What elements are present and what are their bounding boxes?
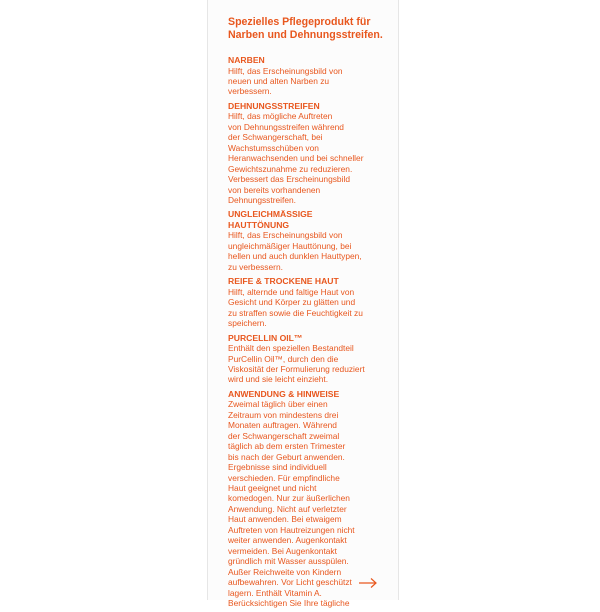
section-text: Zweimal täglich über einen Zeitraum von mindestens drei Monaten auftragen. Während der Schwangerschaft zweimal täglich ab dem ersten Trimester bis nach der Geburt anwenden. Ergebnisse sind individuell verschieden. Für empfindliche Haut geeignet und nicht komedogen. Nur zur äußerlichen Anwendung. Nicht auf verletzter Haut anwenden. Bei etwaigem Auftreten von Hautreizungen nicht weiter anwenden. Augenkontakt vermeiden. Bei Augenkontakt gründlich mit Wasser ausspülen. Außer Reichweite von Kindern aufbewahren. Vor Licht geschützt lagern. Enthält Vitamin A. Berücksichtigen Sie Ihre tägliche — [228, 399, 355, 608]
section-dehnungsstreifen — [228, 101, 398, 206]
section-heading: ANWENDUNG & HINWEISE — [228, 388, 340, 399]
product-panel — [207, 0, 399, 608]
section-text: Hilft, das mögliche Auftreten von Dehnungsstreifen während der Schwangerschaft, bei Wachstumsschüben von Heranwachsenden und bei schneller Gewichtszunahme zu reduzieren. Verbessert das Erscheinungsbild von bereits vorhandenen Dehnungsstreifen. — [228, 111, 364, 205]
section-reife-haut — [228, 276, 398, 328]
section-heading: NARBEN — [228, 55, 265, 65]
section-hauttoenung — [228, 209, 398, 272]
panel-title: Spezielles Pflegeprodukt für Narben und Dehnungsstreifen. — [228, 16, 383, 41]
section-heading: PURCELLIN OIL™ — [228, 332, 303, 343]
arrow-right-icon[interactable] — [358, 577, 378, 589]
section-purcellin-oil — [228, 333, 398, 385]
section-heading: UNGLEICHMÄSSIGE HAUTTÖNUNG — [228, 209, 313, 230]
section-text: Enthält den speziellen Bestandteil PurCellin Oil™, durch den die Viskosität der Formulierung reduziert wird und sie leicht einzieht. — [228, 343, 365, 385]
section-text: Hilft, das Erscheinungsbild von neuen und alten Narben zu verbessern. — [228, 65, 343, 97]
section-text: Hilft, das Erscheinungsbild von ungleichmäßiger Hauttönung, bei hellen und auch dunklen Hauttypen, zu verbessern. — [228, 230, 362, 272]
section-heading: REIFE & TROCKENE HAUT — [228, 276, 339, 287]
section-narben — [228, 55, 398, 97]
section-text: Hilft, alternde und faltige Haut von Gesicht und Körper zu glätten und zu straffen sowie die Feuchtigkeit zu speichern. — [228, 286, 363, 329]
section-anwendung — [228, 389, 398, 609]
panel-content — [228, 16, 398, 612]
section-heading: DEHNUNGSSTREIFEN — [228, 100, 320, 111]
